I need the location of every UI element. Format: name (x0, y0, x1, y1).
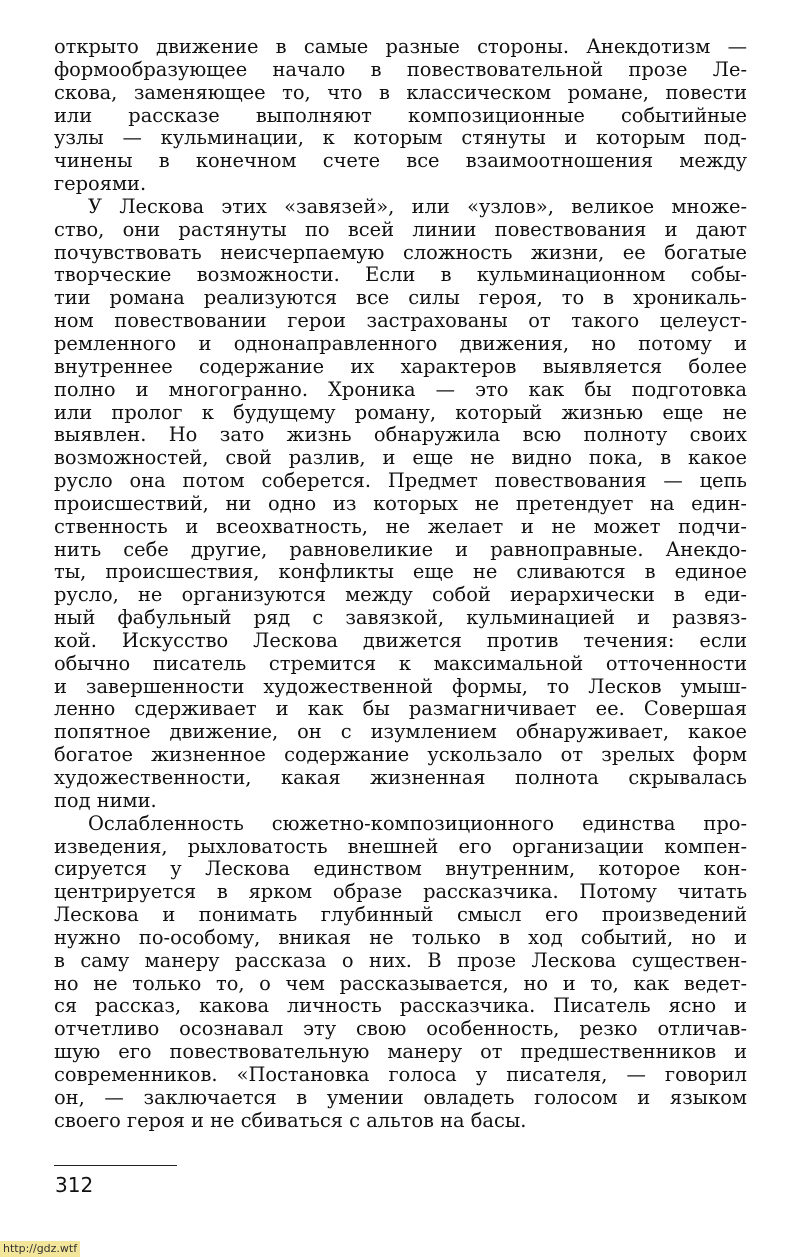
text-line: нужно по-особому, вникая не только в ход событий, но и (54, 926, 747, 949)
text-line: выявлен. Но зато жизнь обнаружила всю полноту своих (54, 424, 747, 447)
text-line: ном повествовании герои застрахованы от такого целеуст- (54, 310, 747, 333)
page-body-text (54, 36, 747, 1133)
text-line: отчетливо осознавал эту свою особенность, резко отличав- (54, 1018, 747, 1041)
text-line: кой. Искусство Лескова движется против течения: если (54, 629, 747, 652)
text-line: своего героя и не сбиваться с альтов на басы. (54, 1109, 527, 1132)
text-line: ремленного и однонаправленного движения, но потому и (54, 332, 747, 355)
text-line: происшествий, ни одно из которых не претендует на един- (54, 492, 747, 515)
text-line: чинены в конечном счете все взаимоотношения между (54, 150, 747, 173)
text-line: нить себе другие, равновеликие и равноправные. Анекдо- (54, 538, 747, 561)
text-line: формообразующее начало в повествовательной прозе Ле- (54, 58, 747, 81)
text-line: или рассказе выполняют композиционные событийные (54, 104, 747, 127)
text-line: скова, заменяющее то, что в классическом романе, повести (54, 81, 747, 104)
paragraph-2 (54, 196, 747, 813)
footer-divider (54, 1165, 177, 1166)
text-line: героями. (54, 173, 147, 196)
text-line: ты, происшествия, конфликты еще не сливаются в единое (54, 561, 747, 584)
text-line: русло, не организуются между собой иерархически в еди- (54, 584, 747, 607)
text-line: художественности, какая жизненная полнота скрывалась (54, 767, 747, 789)
text-line: ственность и всеохватность, не желает и не может подчи- (54, 515, 747, 538)
text-line: узлы — кульминации, к которым стянуты и которым под- (54, 127, 747, 150)
text-line: ся рассказ, какова личность рассказчика. Писатель ясно и (54, 995, 747, 1018)
text-line: современников. «Постановка голоса у писателя, — говорил (54, 1063, 747, 1086)
text-line: почувствовать неисчерпаемую сложность жизни, ее богатые (54, 241, 747, 264)
text-line: У Лескова этих «завязей», или «узлов», великое множе- (88, 195, 747, 218)
text-line: он, — заключается в умении овладеть голосом и языком (54, 1086, 747, 1109)
watermark-link[interactable]: http://gdz.wtf (0, 1241, 80, 1257)
text-line: ство, они растянуты по всей линии повествования и дают (54, 218, 747, 241)
text-line: Ослабленность сюжетно-композиционного единства про- (88, 812, 747, 835)
text-line: ленно сдерживает и как бы размагничивает ее. Совершая (54, 698, 747, 721)
text-line: тии романа реализуются все силы героя, то в хроникаль- (54, 287, 747, 310)
text-line: внутреннее содержание их характеров выявляется более (54, 355, 747, 378)
text-line: в саму манеру рассказа о них. В прозе Лескова существен- (54, 949, 747, 972)
text-line: шую его повествовательную манеру от предшественников и (54, 1041, 747, 1064)
text-line: русло она потом соберется. Предмет повествования — цепь (54, 470, 747, 493)
text-line: попятное движение, он с изумлением обнаруживает, какое (54, 721, 747, 744)
page-number: 312 (55, 1173, 94, 1197)
text-line: обычно писатель стремится к максимальной отточенности (54, 652, 747, 675)
text-line: возможностей, свой разлив, и еще не видно пока, в какое (54, 447, 747, 470)
paragraph-1 (54, 36, 747, 196)
text-line: и завершенности художественной формы, то Лесков умыш- (54, 675, 747, 698)
text-line: творческие возможности. Если в кульминационном собы- (54, 264, 747, 287)
text-line: центрируется в ярком образе рассказчика. Потому читать (54, 881, 747, 904)
text-line: полно и многогранно. Хроника — это как бы подготовка (54, 378, 747, 401)
text-line: изведения, рыхловатость внешней его организации компен- (54, 835, 747, 858)
text-line: открыто движение в самые разные стороны. Анекдотизм — (54, 36, 747, 58)
text-line: или пролог к будущему роману, который жизнью еще не (54, 401, 747, 424)
text-line: ный фабульный ряд с завязкой, кульминацией и развяз- (54, 607, 747, 630)
text-line: Лескова и понимать глубинный смысл его произведений (54, 904, 747, 927)
paragraph-3 (54, 813, 747, 1133)
text-line: богатое жизненное содержание ускользало от зрелых форм (54, 744, 747, 767)
text-line: под ними. (54, 789, 157, 812)
text-line: но не только то, о чем рассказывается, но и то, как ведет- (54, 972, 747, 995)
text-line: сируется у Лескова единством внутренним, которое кон- (54, 858, 747, 881)
